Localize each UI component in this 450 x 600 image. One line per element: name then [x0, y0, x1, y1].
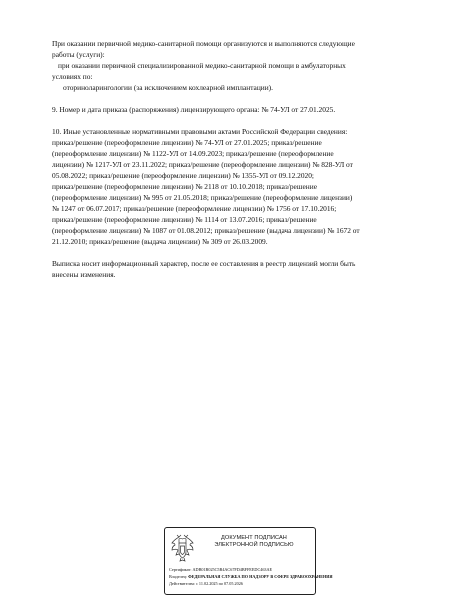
disclaimer-line1: Выписка носит информационный характер, после ее составления в реестр лицензий могли быть [52, 259, 356, 268]
owner-label: Владелец: [169, 574, 188, 579]
paragraph1-line2: работы (услуги): [52, 50, 105, 59]
document-body [52, 38, 427, 280]
owner-row [169, 573, 333, 580]
owner-value: ФЕДЕРАЛЬНАЯ СЛУЖБА ПО НАДЗОРУ В СФЕРЕ ЗДРАВООХРАНЕНИЯ [188, 574, 333, 579]
item-10-line: № 1247 от 06.07.2017; приказ/решение (переоформление лицензии) № 1756 от 17.10.2016; [52, 204, 337, 213]
paragraph1-line3: при оказании первичной специализированной медико-санитарной помощи в амбулаторных [58, 61, 346, 70]
certificate-row [169, 566, 329, 573]
item-10-line: (переоформление лицензии) № 1087 от 01.08.2012; приказ/решение (выдача лицензии) № 1672 от [52, 226, 360, 235]
paragraph1-line1: При оказании первичной медико-санитарной помощи организуются и выполняются следующие [52, 39, 355, 48]
item-10-line: (переоформление лицензии) № 995 от 21.05.2018; приказ/решение (переоформление лицензии) [52, 193, 353, 202]
certificate-value: ADB01B025C5B4AC67FD4BFFEEDC463AE [192, 567, 273, 572]
coat-of-arms-icon [170, 533, 195, 563]
stamp-details [169, 566, 333, 587]
item-9: 9. Номер и дата приказа (распоряжения) лицензирующего органа: № 74-УЛ от 27.01.2025. [52, 105, 336, 114]
certificate-label: Сертификат: [169, 567, 192, 572]
spacer [52, 115, 427, 126]
item-10-line: 21.12.2010; приказ/решение (выдача лицензии) № 309 от 26.03.2009. [52, 237, 268, 246]
spacer [52, 247, 427, 258]
item-10-line: 10. Иные установленные нормативными правовыми актами Российской Федерации сведения: [52, 127, 348, 136]
electronic-signature-stamp [164, 527, 333, 595]
paragraph1-line4: условиях по: [52, 72, 93, 81]
item-10-line: приказ/решение (переоформление лицензии) № 74-УЛ от 27.01.2025; приказ/решение [52, 138, 322, 147]
stamp-title [195, 535, 313, 549]
item-10-line: приказ/решение (переоформление лицензии) № 1114 от 13.07.2016; приказ/решение [52, 215, 317, 224]
item-10-line: 05.08.2022; приказ/решение (переоформление лицензии) № 1355-УЛ от 09.12.2020; [52, 171, 314, 180]
stamp-title-line2: ЭЛЕКТРОННОЙ ПОДПИСЬЮ [214, 542, 294, 548]
spacer [52, 93, 427, 104]
item-10 [52, 126, 427, 247]
validity-row [169, 580, 329, 587]
validity-value: с 11.02.2025 по 07.05.2026 [196, 581, 243, 586]
item-10-line: лицензии) № 1217-УЛ от 23.11.2022; приказ/решение (переоформление лицензии) № 828-УЛ от [52, 160, 353, 169]
stamp-title-line1: ДОКУМЕНТ ПОДПИСАН [221, 535, 287, 541]
disclaimer-line2: внесены изменения. [52, 270, 116, 279]
paragraph1-line5: оториноларингологии (за исключением кохлеарной имплантации). [63, 83, 273, 92]
validity-label: Действителен: [169, 581, 195, 586]
item-10-line: (переоформление лицензии) № 1122-УЛ от 14.09.2023; приказ/решение (переоформление [52, 149, 334, 158]
item-10-line: приказ/решение (переоформление лицензии) № 2118 от 10.10.2018; приказ/решение [52, 182, 317, 191]
